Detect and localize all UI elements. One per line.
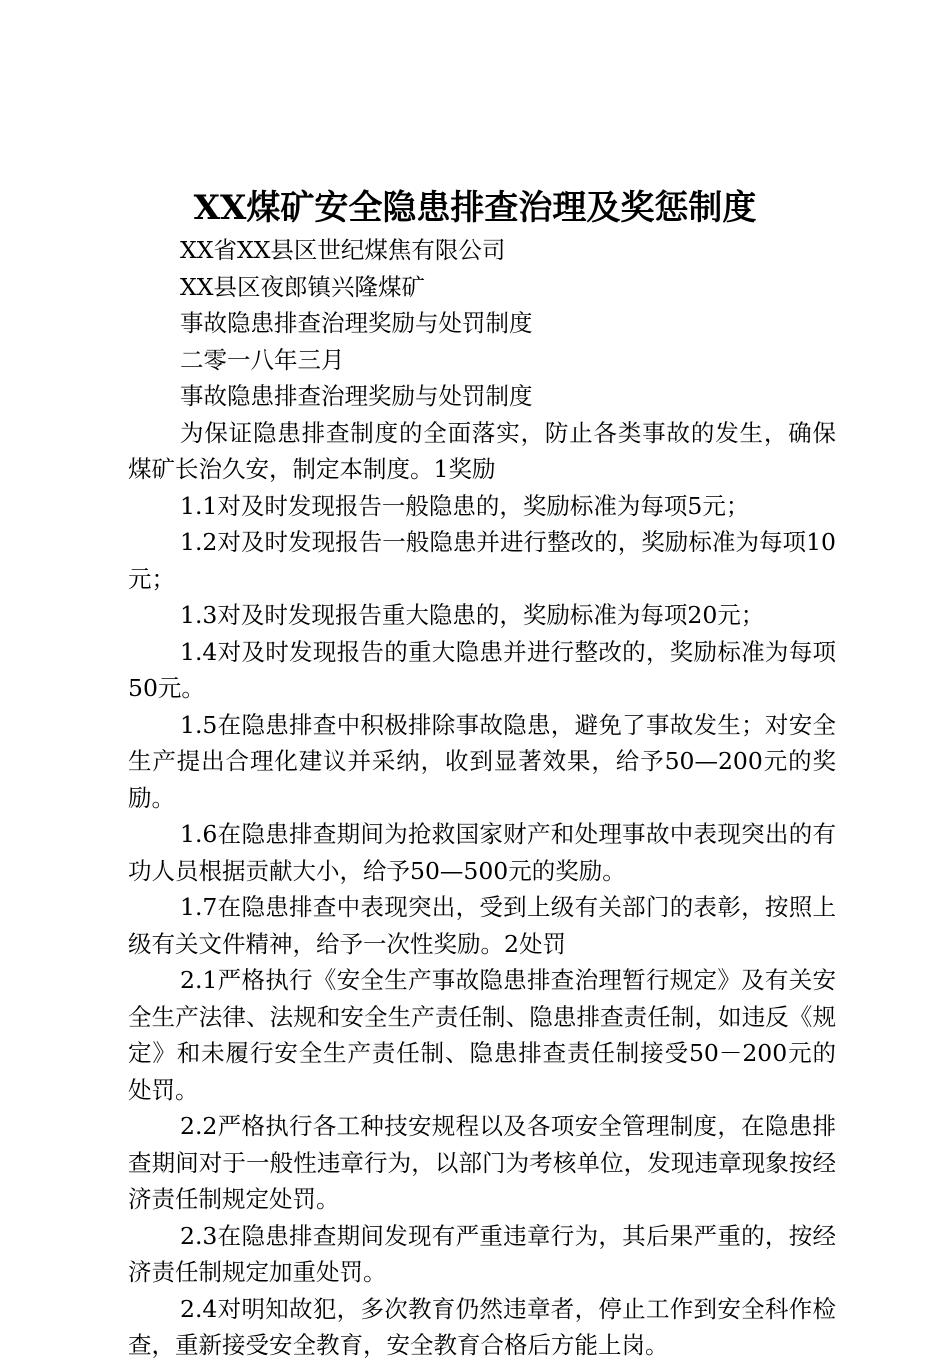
paragraph-intro: 为保证隐患排查制度的全面落实，防止各类事故的发生，确保煤矿长治久安，制定本制度。1奖励 [128, 418, 836, 483]
paragraph-2-3: 2.3在隐患排查期间发现有严重违章行为，其后果严重的，按经济责任制规定加重处罚。 [128, 1221, 836, 1286]
paragraph-2-4: 2.4对明知故犯，多次教育仍然违章者，停止工作到安全科作检查，重新接受安全教育，安全教育合格后方能上岗。 [128, 1294, 836, 1359]
paragraph-1-7: 1.7在隐患排查中表现突出，受到上级有关部门的表彰，按照上级有关文件精神，给予一次性奖励。2处罚 [128, 893, 836, 958]
header-line-company: XX省XX县区世纪煤焦有限公司 [180, 236, 506, 264]
document-body [128, 232, 836, 1364]
header-line-mine: XX县区夜郎镇兴隆煤矿 [180, 272, 425, 301]
paragraph-1-4: 1.4对及时发现报告的重大隐患并进行整改的，奖励标准为每项50元。 [128, 637, 836, 702]
paragraph-1-3: 1.3对及时发现报告重大隐患的，奖励标准为每项20元； [180, 601, 765, 629]
header-line-subject-repeat: 事故隐患排查治理奖励与处罚制度 [180, 382, 533, 410]
paragraph-2-2: 2.2严格执行各工种技安规程以及各项安全管理制度，在隐患排查期间对于一般性违章行为，以部门为考核单位，发现违章现象按经济责任制规定处罚。 [128, 1112, 836, 1213]
paragraph-2-1: 2.1严格执行《安全生产事故隐患排查治理暂行规定》及有关安全生产法律、法规和安全生产责任制、隐患排查责任制，如违反《规定》和未履行安全生产责任制、隐患排查责任制接受50－200元的处罚。 [128, 966, 836, 1104]
document-title: XX煤矿安全隐患排查治理及奖惩制度 [193, 188, 757, 228]
header-line-date: 二零一八年三月 [180, 345, 345, 374]
paragraph-1-6: 1.6在隐患排查期间为抢救国家财产和处理事故中表现突出的有功人员根据贡献大小，给予50—500元的奖励。 [128, 820, 836, 885]
paragraph-1-5: 1.5在隐患排查中积极排除事故隐患，避免了事故发生；对安全生产提出合理化建议并采纳，收到显著效果，给予50—200元的奖励。 [128, 710, 836, 812]
paragraph-1-1: 1.1对及时发现报告一般隐患的，奖励标准为每项5元； [180, 491, 750, 520]
header-line-subject: 事故隐患排查治理奖励与处罚制度 [180, 309, 533, 337]
paragraph-1-2: 1.2对及时发现报告一般隐患并进行整改的，奖励标准为每项10元； [128, 528, 836, 593]
